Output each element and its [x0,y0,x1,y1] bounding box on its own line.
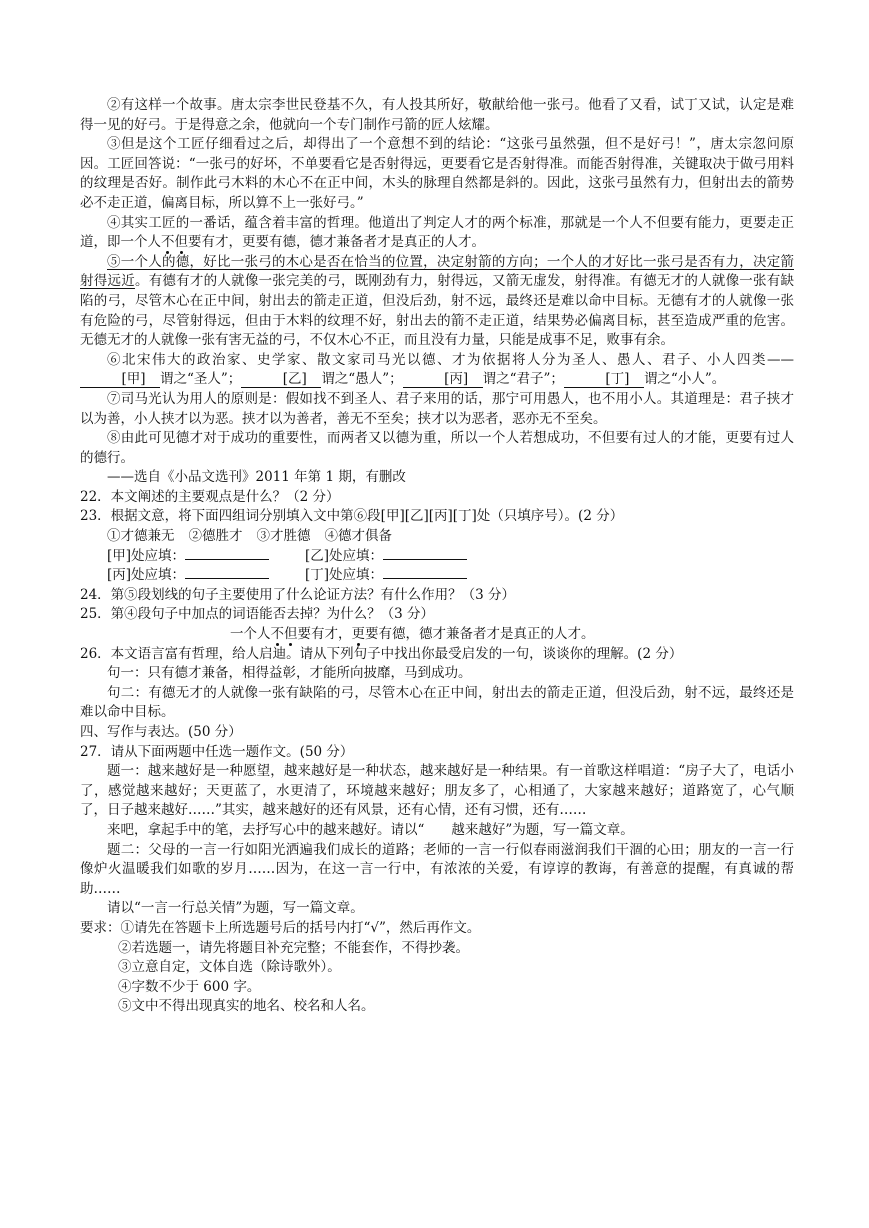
question-23: 23．根据文意，将下面四组词分别填入文中第⑥段[甲][乙][丙][丁]处（只填序号）。(2 分） [80,508,624,525]
blank-yi[interactable]: [乙] [241,372,321,388]
blank-ding[interactable]: [丁] [564,372,644,388]
fill-row-1 [80,547,794,567]
quote-text-a: 一个人 [230,626,271,643]
paragraph-7: ⑦司马光认为用人的原则是：假如找不到圣人、君子来用的话，那宁可用愚人，也不用小人。其道理是：君子挟才以为善，小人挟才以为恶。挟才以为善者，善无不至矣；挟才以为恶者，恶亦无不至矣。 [80,390,794,427]
exam-page [80,96,794,1017]
topic-2-prompt: 请以“一言一行总关情”为题，写一篇文章。 [107,900,364,917]
question-25-quote [80,625,794,645]
paragraph-6-s1: 谓之“圣人”； [160,371,242,388]
fill-label-ding: [丁]处应填： [305,567,384,584]
paragraph-6-s4: 谓之“小人”。 [643,371,726,388]
paragraph-6-intro: ⑥北宋伟大的政治家、史学家、散文家司马光以德、才为依据将人分为圣人、愚人、君子、小人四类—— [107,351,794,368]
blank-bing[interactable]: [丙] [403,372,483,388]
fill-label-yi: [乙]处应填： [305,547,384,564]
quote-dotted-bu: 不 [270,626,284,643]
requirement-1: 要求：①请先在答题卡上所选题号后的括号内打“√”，然后再作文。 [80,919,481,936]
dotted-char-dan: 但 [174,234,188,251]
paragraph-6-s2: 谓之“愚人”； [321,371,403,388]
paragraph-8: ⑧由此可见德才对于成功的重要性，而两者又以德为重，所以一个人若想成功，不但要有过人的才能，更要有过人的德行。 [80,430,794,466]
answer-blank-bing[interactable] [185,578,269,579]
paragraph-4-text-a: ④其实工匠的一番话，蕴含着丰富的哲理。他道出了判定人才的两个标准，那就是一个人不但要有能力，更要走正道，即一个人 [80,214,794,251]
paragraph-6-s3: 谓之“君子”； [482,371,564,388]
writing-section-title: 四、写作与表达。(50 分） [80,724,242,740]
fill-cell-jia [107,547,305,567]
option-2: ②德胜才 [188,528,243,545]
question-22: 22．本文阐述的主要观点是什么？（2 分） [80,488,340,505]
answer-blank-jia[interactable] [185,559,269,560]
question-24: 24．第⑤段划线的句子主要使用了什么论证方法？有什么作用？（3 分） [80,586,516,603]
question-26-sentence-2: 句二：有德无才的人就像一张有缺陷的弓，尽管木心在正中间，射出去的箭走正道，但没后劲，射不远，最终还是难以命中目标。 [80,684,794,721]
fill-cell-ding [305,566,605,586]
requirement-3: ③立意自定，文体自选（除诗歌外）。 [118,959,341,976]
quote-dotted-dan: 但 [284,626,298,643]
option-1: ①才德兼无 [107,528,175,545]
paragraph-4 [80,214,794,253]
requirement-2: ②若选题一，请先将题目补充完整；不能套作，不得抄袭。 [118,939,469,956]
requirement-5: ⑤文中不得出现真实的地名、校名和人名。 [118,998,375,1015]
requirement-4: ④字数不少于 600 字。 [118,978,261,995]
source-citation: ——选自《小品文选刊》2011 年第 1 期，有删改 [107,469,406,486]
quote-text-c: 要有德，德才兼备者才是真正的人才。 [365,626,595,643]
fill-label-jia: [甲]处应填： [107,547,186,564]
topic-1: 题一：越来越好是一种愿望，越来越好是一种状态，越来越好是一种结果。有一首歌这样唱道：“房子大了，电话小了，感觉越来越好；天更蓝了，水更清了，环境越来越好；朋友多了，心相通了，大家越来越好；道路宽了，心气顺了，日子越来越好……”其实，越来越好的还有风景，还有心情，还有习惯，还有…… [80,763,794,819]
paragraph-5 [80,253,794,351]
dotted-char-bu: 不 [161,234,175,251]
topic-2: 题二：父母的一言一行如阳光洒遍我们成长的道路；老师的一言一行似春雨滋润我们干涸的心田；朋友的一言一行像炉火温暖我们如歌的岁月……因为，在这一言一行中，有浓浓的关爱，有谆谆的教诲，有善意的提醒，有真诚的帮助…… [80,841,794,897]
paragraph-4-text-b: 要有才，更要有德，德才兼备者才是真正的人才。 [188,234,485,251]
fill-row-2 [80,566,794,586]
answer-blank-ding[interactable] [383,578,467,579]
question-26: 26．本文语言富有哲理，给人启迪。请从下列句子中找出你最受启发的一句，谈谈你的理解。(2 分） [80,645,683,662]
fill-label-bing: [丙]处应填： [107,567,186,584]
question-25: 25．第④段句子中加点的词语能否去掉？为什么？（3 分） [80,606,435,623]
answer-blank-yi[interactable] [383,559,467,560]
paragraph-5-rest: 。有德有才的人就像一张完美的弓，既刚劲有力，射得远，又箭无虚发，射得准。有德无才的人就像一张有缺陷的弓，尽管木心在正中间，射出去的箭走正道，但没后劲，射不远，最终还是难以命中目标。无德有才的人就像一张有危险的弓，尽管射得远，但由于木料的纹理不好，射出去的箭不走正道，结果势必偏离目标，甚至造成严重的危害。无德无才的人就像一张有害无益的弓，不仅木心不正，而且没有力量，只能是成事不足，败事有余。 [80,273,795,349]
question-27: 27．请从下面两题中任选一题作文。(50 分） [80,743,354,760]
question-26-sentence-1: 句一：只有德才兼备，相得益彰，才能所向披靡，马到成功。 [107,665,472,682]
quote-dotted-geng: 更 [351,626,365,643]
option-4: ④德才俱备 [324,528,392,545]
paragraph-6 [80,351,794,390]
question-23-options [80,527,794,547]
paragraph-2: ②有这样一个故事。唐太宗李世民登基不久，有人投其所好，敬献给他一张弓。他看了又看，试丁又试，认定是难得一见的好弓。于是得意之余，他就向一个专门制作弓箭的匠人炫耀。 [80,97,794,133]
underlined-sentence: ⑤一个人的德，好比一张弓的木心是否在恰当的位置，决定射箭的方向；一个人的才好比一张弓是否有力，决定箭射得远近 [80,253,794,290]
fill-cell-bing [107,566,305,586]
quote-text-b: 要有才， [297,626,352,643]
topic-1-prompt: 来吧，拿起手中的笔，去抒写心中的越来越好。请以“ 越来越好”为题，写一篇文章。 [107,821,634,838]
fill-cell-yi [305,547,605,567]
paragraph-3: ③但是这个工匠仔细看过之后，却得出了一个意想不到的结论：“这张弓虽然强，但不是好弓！”，唐太宗忽问原因。工匠回答说：“一张弓的好坏，不单要看它是否射得远，更要看它是否射得准。而能否射得准，关键取决于做弓用料的纹理是否好。制作此弓木料的木心不在正中间，木头的脉理自然都是斜的。因此，这张弓虽然有力，但射出去的箭势必不走正道，偏离目标，所以算不上一张好弓。” [80,136,794,211]
blank-jia[interactable]: [甲] [80,372,160,388]
option-3: ③才胜德 [256,528,311,545]
